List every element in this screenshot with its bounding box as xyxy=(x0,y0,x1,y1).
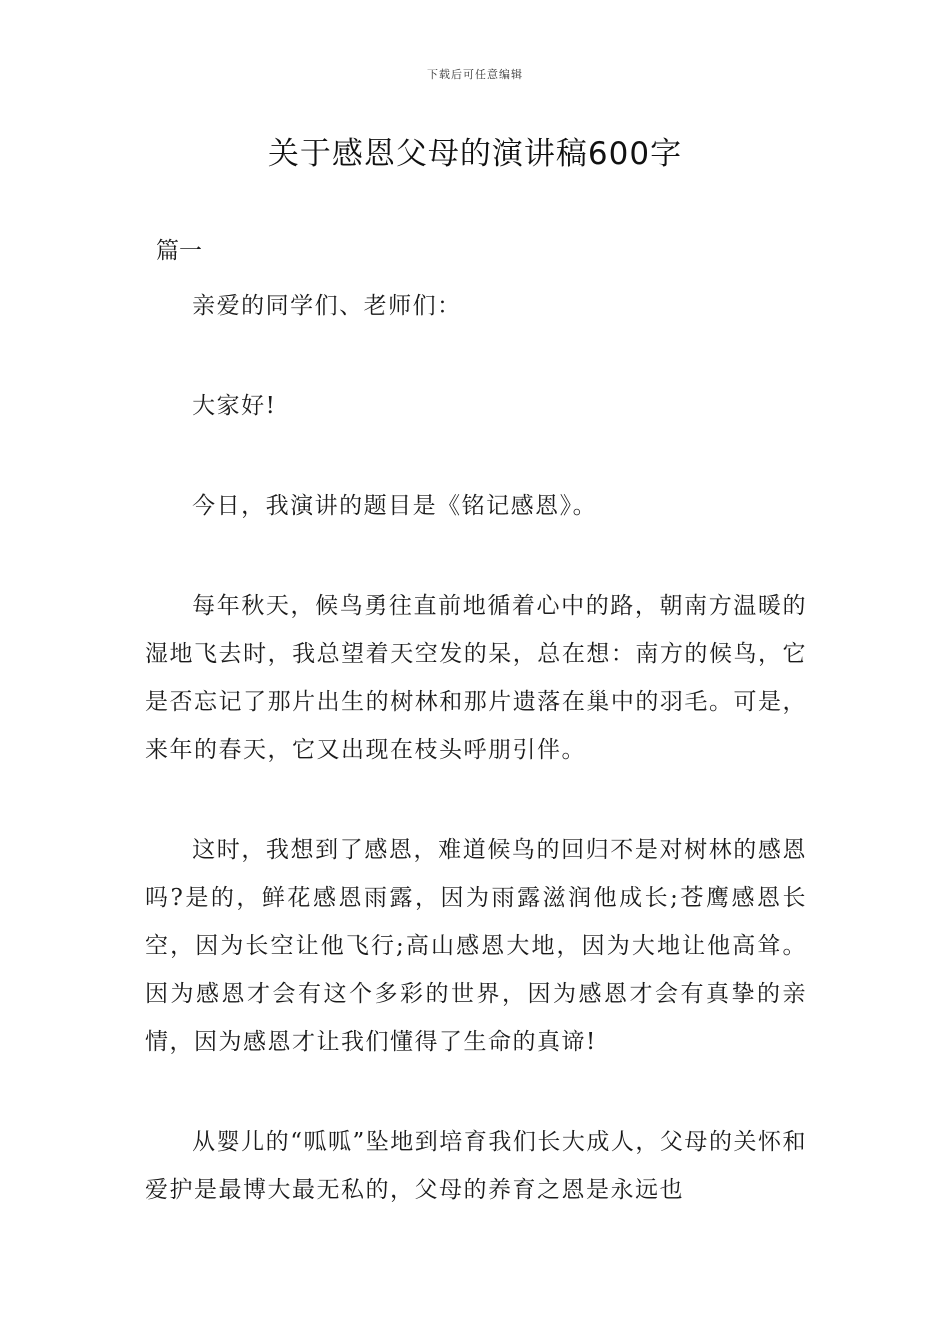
paragraph-gratitude: 这时，我想到了感恩，难道候鸟的回归不是对树林的感恩吗?是的，鲜花感恩雨露，因为雨露滋润他成长;苍鹰感恩长空，因为长空让他飞行;高山感恩大地，因为大地让他高耸。因为感恩才会有这个多彩的世界，因为感恩才会有真挚的亲情，因为感恩才让我们懂得了生命的真谛! xyxy=(145,837,807,1055)
paragraph-topic: 今日，我演讲的题目是《铭记感恩》。 xyxy=(192,493,598,519)
document-body xyxy=(145,282,807,1266)
page-header-note: 下载后可任意编辑 xyxy=(427,68,523,81)
paragraph-greeting: 大家好! xyxy=(192,393,277,419)
section-label: 篇一 xyxy=(156,238,202,264)
document-title: 关于感恩父母的演讲稿600字 xyxy=(267,136,683,172)
paragraph-migratory-birds: 每年秋天，候鸟勇往直前地循着心中的路，朝南方温暖的湿地飞去时，我总望着天空发的呆，总在想：南方的候鸟，它是否忘记了那片出生的树林和那片遗落在巢中的羽毛。可是，来年的春天，它又出现在枝头呼朋引伴。 xyxy=(145,593,807,763)
paragraph-parents: 从婴儿的“呱呱”坠地到培育我们长大成人，父母的关怀和爱护是最博大最无私的，父母的养育之恩是永远也 xyxy=(145,1129,807,1203)
paragraph-greeting-audience: 亲爱的同学们、老师们： xyxy=(192,293,462,319)
